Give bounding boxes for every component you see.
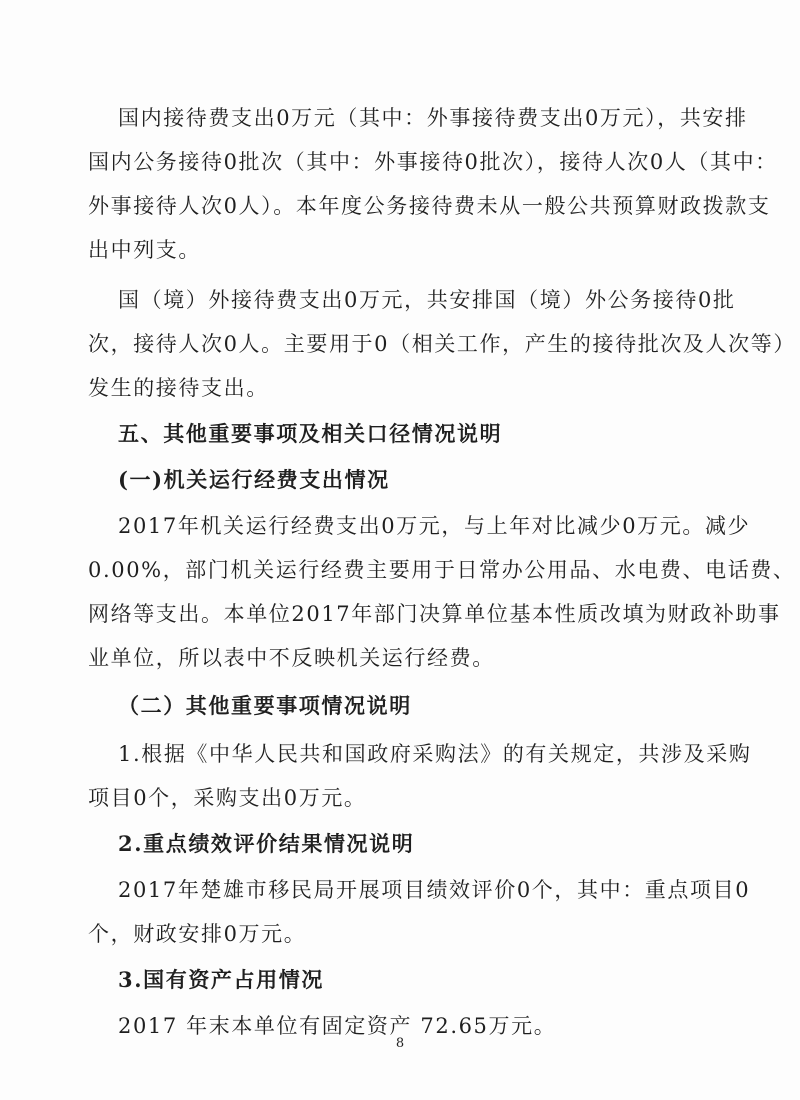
- item-heading: 2.重点绩效评价结果情况说明: [118, 831, 415, 856]
- subsection-heading: （二）其他重要事项情况说明: [118, 693, 412, 718]
- text-line: 国内公务接待0批次（其中：外事接待0批次），接待人次0人（其中：: [88, 150, 778, 174]
- text-line: 次，接待人次0人。主要用于0（相关工作，产生的接待批次及人次等）: [88, 332, 796, 356]
- subsection-heading: (一)机关运行经费支出情况: [118, 467, 390, 492]
- text-line: 发生的接待支出。: [88, 376, 269, 400]
- text-line: 0.00%，部门机关运行经费主要用于日常办公用品、水电费、电话费、: [88, 558, 796, 582]
- page-number: 8: [395, 1036, 405, 1051]
- text-line: 外事接待人次0人）。本年度公务接待费未从一般公共预算财政拨款支: [88, 194, 771, 218]
- text-line: 业单位，所以表中不反映机关运行经费。: [88, 646, 495, 670]
- text-line: 2017年机关运行经费支出0万元，与上年对比减少0万元。减少: [118, 514, 751, 538]
- text-line: 网络等支出。本单位2017年部门决算单位基本性质改填为财政补助事: [88, 602, 781, 626]
- section-heading: 五、其他重要事项及相关口径情况说明: [118, 421, 503, 446]
- text-line: 1.根据《中华人民共和国政府采购法》的有关规定，共涉及采购: [118, 742, 752, 766]
- text-line: 国（境）外接待费支出0万元，共安排国（境）外公务接待0批: [118, 288, 736, 312]
- text-line: 项目0个，采购支出0万元。: [88, 786, 367, 810]
- text-line: 2017年楚雄市移民局开展项目绩效评价0个，其中：重点项目0: [118, 878, 751, 902]
- text-line: 国内接待费支出0万元（其中：外事接待费支出0万元），共安排: [118, 106, 748, 130]
- text-line: 2017 年末本单位有固定资产 72.65万元。: [118, 1014, 557, 1038]
- item-heading: 3.国有资产占用情况: [118, 967, 324, 992]
- text-line: 个，财政安排0万元。: [88, 922, 307, 946]
- text-line: 出中列支。: [88, 238, 201, 262]
